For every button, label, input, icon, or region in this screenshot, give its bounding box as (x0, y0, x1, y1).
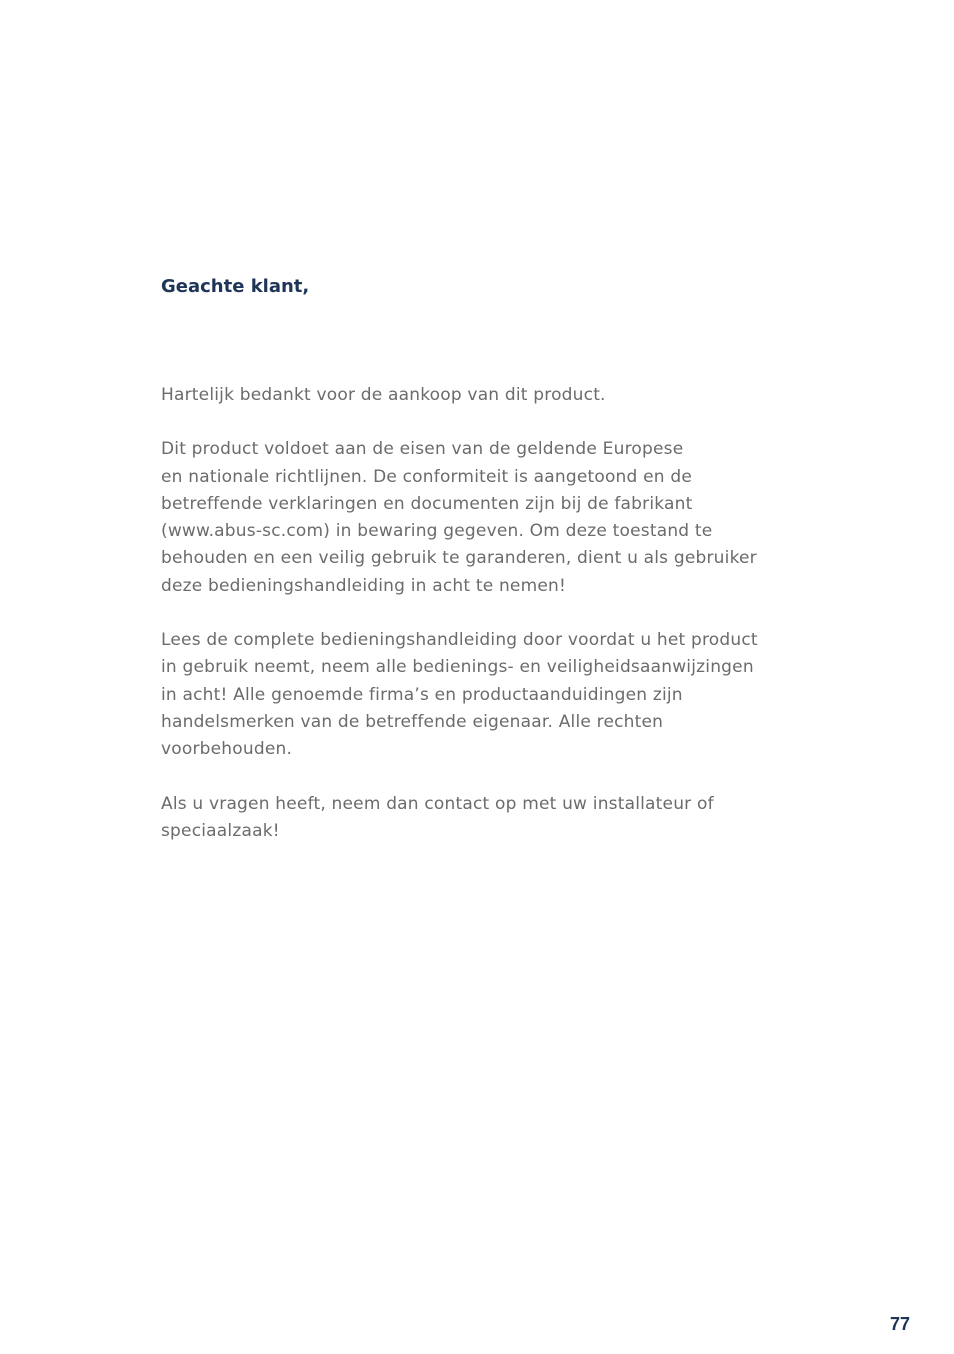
text-line: en nationale richtlijnen. De conformiteit is aangetoond en de (161, 466, 692, 487)
text-line: Hartelijk bedankt voor de aankoop van dit product. (161, 385, 606, 405)
text-line: (www.abus-sc.com) in bewaring gegeven. Om deze toestand te (161, 521, 713, 542)
text-line: deze bedieningshandleiding in acht te nemen! (161, 575, 567, 596)
body-text (161, 382, 811, 872)
text-line: handelsmerken van de betreffende eigenaar. Alle rechten (161, 711, 664, 732)
greeting-heading: Geachte klant, (161, 276, 310, 297)
paragraph-thanks (161, 382, 811, 409)
page-number: 77 (889, 1314, 910, 1334)
text-line: Als u vragen heeft, neem dan contact op met uw installateur of (161, 793, 714, 814)
text-line: betreffende verklaringen en documenten zijn bij de fabrikant (161, 493, 693, 514)
paragraph-read-manual (161, 627, 811, 763)
text-line: speciaalzaak! (161, 820, 280, 841)
text-line: behouden en een veilig gebruik te garanderen, dient u als gebruiker (161, 548, 757, 569)
text-line: voorbehouden. (161, 739, 293, 760)
text-line: in acht! Alle genoemde firma’s en productaanduidingen zijn (161, 684, 683, 705)
text-line: Dit product voldoet aan de eisen van de geldende Europese (161, 439, 684, 460)
text-line: Lees de complete bedieningshandleiding door voordat u het product (161, 630, 758, 651)
paragraph-contact (161, 791, 811, 846)
text-line: in gebruik neemt, neem alle bedienings- en veiligheidsaanwijzingen (161, 657, 754, 678)
paragraph-conformity (161, 436, 811, 600)
